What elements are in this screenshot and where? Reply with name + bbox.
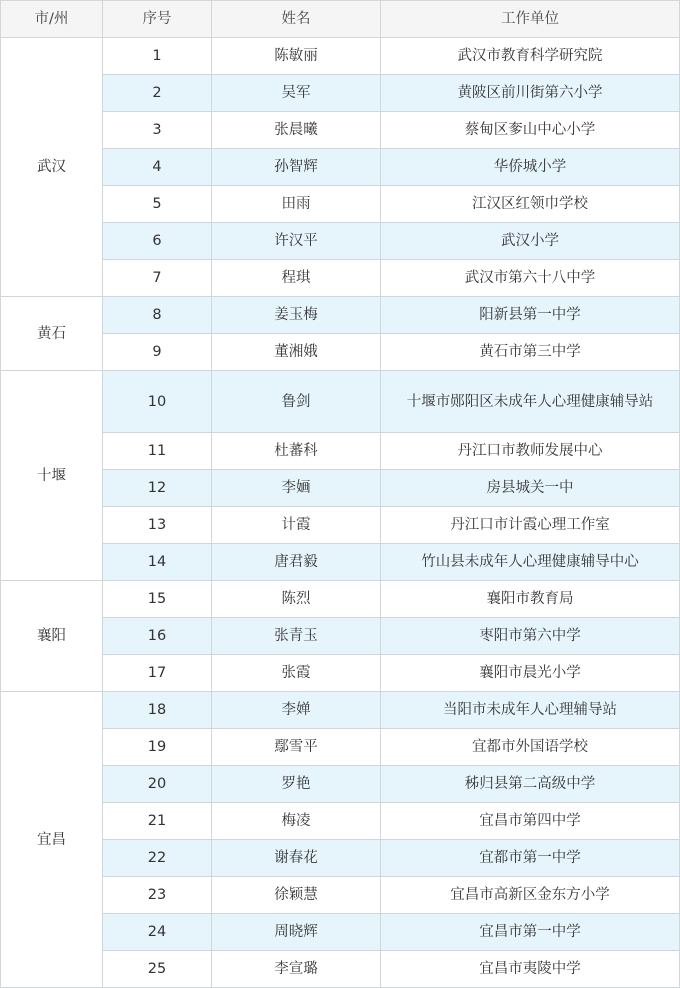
table-row	[1, 544, 680, 581]
unit-cell: 武汉市第六十八中学	[381, 260, 680, 297]
unit-cell: 宜昌市夷陵中学	[381, 951, 680, 988]
name-cell: 陈敏丽	[212, 38, 381, 75]
unit-cell: 武汉小学	[381, 223, 680, 260]
unit-cell: 丹江口市计霞心理工作室	[381, 507, 680, 544]
unit-cell: 武汉市教育科学研究院	[381, 38, 680, 75]
unit-cell: 黄陂区前川街第六小学	[381, 75, 680, 112]
number-cell: 12	[103, 470, 212, 507]
name-cell: 姜玉梅	[212, 297, 381, 334]
table-row	[1, 38, 680, 75]
name-cell: 董湘娥	[212, 334, 381, 371]
table-row	[1, 581, 680, 618]
number-cell: 24	[103, 914, 212, 951]
table-row	[1, 334, 680, 371]
unit-cell: 阳新县第一中学	[381, 297, 680, 334]
header-unit: 工作单位	[381, 1, 680, 38]
name-cell: 计霞	[212, 507, 381, 544]
table-row	[1, 914, 680, 951]
unit-cell: 当阳市未成年人心理辅导站	[381, 692, 680, 729]
unit-cell: 竹山县未成年人心理健康辅导中心	[381, 544, 680, 581]
city-cell: 宜昌	[1, 692, 103, 988]
number-cell: 4	[103, 149, 212, 186]
name-cell: 唐君毅	[212, 544, 381, 581]
number-cell: 19	[103, 729, 212, 766]
name-cell: 李宣璐	[212, 951, 381, 988]
number-cell: 14	[103, 544, 212, 581]
header-city: 市/州	[1, 1, 103, 38]
table-row	[1, 692, 680, 729]
name-cell: 杜蕃科	[212, 433, 381, 470]
name-cell: 许汉平	[212, 223, 381, 260]
name-cell: 张青玉	[212, 618, 381, 655]
unit-cell: 宜都市第一中学	[381, 840, 680, 877]
city-cell: 黄石	[1, 297, 103, 371]
unit-cell: 枣阳市第六中学	[381, 618, 680, 655]
table-row	[1, 766, 680, 803]
number-cell: 22	[103, 840, 212, 877]
name-cell: 谢春花	[212, 840, 381, 877]
table-row	[1, 618, 680, 655]
name-cell: 程琪	[212, 260, 381, 297]
table-row	[1, 951, 680, 988]
unit-cell: 宜都市外国语学校	[381, 729, 680, 766]
number-cell: 2	[103, 75, 212, 112]
name-cell: 李婳	[212, 470, 381, 507]
unit-cell: 房县城关一中	[381, 470, 680, 507]
number-cell: 11	[103, 433, 212, 470]
name-cell: 周晓辉	[212, 914, 381, 951]
name-cell: 鄢雪平	[212, 729, 381, 766]
table-row	[1, 803, 680, 840]
name-cell: 田雨	[212, 186, 381, 223]
number-cell: 6	[103, 223, 212, 260]
unit-cell: 蔡甸区奓山中心小学	[381, 112, 680, 149]
number-cell: 20	[103, 766, 212, 803]
table-row	[1, 112, 680, 149]
table-row	[1, 223, 680, 260]
table-row	[1, 507, 680, 544]
table-row	[1, 75, 680, 112]
number-cell: 15	[103, 581, 212, 618]
number-cell: 17	[103, 655, 212, 692]
name-cell: 徐颖慧	[212, 877, 381, 914]
unit-cell: 黄石市第三中学	[381, 334, 680, 371]
number-cell: 18	[103, 692, 212, 729]
table-row	[1, 186, 680, 223]
number-cell: 13	[103, 507, 212, 544]
name-cell: 吴军	[212, 75, 381, 112]
table-row	[1, 877, 680, 914]
name-cell: 张晨曦	[212, 112, 381, 149]
table-row	[1, 433, 680, 470]
table-row	[1, 655, 680, 692]
number-cell: 23	[103, 877, 212, 914]
table-row	[1, 260, 680, 297]
table-row	[1, 840, 680, 877]
name-cell: 罗艳	[212, 766, 381, 803]
number-cell: 21	[103, 803, 212, 840]
unit-cell: 襄阳市晨光小学	[381, 655, 680, 692]
name-cell: 梅凌	[212, 803, 381, 840]
table-body	[1, 38, 680, 988]
table-row	[1, 371, 680, 433]
unit-cell: 襄阳市教育局	[381, 581, 680, 618]
unit-cell: 华侨城小学	[381, 149, 680, 186]
header-number: 序号	[103, 1, 212, 38]
city-cell: 武汉	[1, 38, 103, 297]
number-cell: 8	[103, 297, 212, 334]
unit-cell: 宜昌市第四中学	[381, 803, 680, 840]
header-name: 姓名	[212, 1, 381, 38]
unit-cell: 秭归县第二高级中学	[381, 766, 680, 803]
number-cell: 3	[103, 112, 212, 149]
table-row	[1, 470, 680, 507]
table-row	[1, 729, 680, 766]
unit-cell: 宜昌市第一中学	[381, 914, 680, 951]
unit-cell: 丹江口市教师发展中心	[381, 433, 680, 470]
number-cell: 9	[103, 334, 212, 371]
name-cell: 陈烈	[212, 581, 381, 618]
unit-cell: 江汉区红领巾学校	[381, 186, 680, 223]
number-cell: 16	[103, 618, 212, 655]
number-cell: 5	[103, 186, 212, 223]
city-cell: 襄阳	[1, 581, 103, 692]
name-cell: 孙智辉	[212, 149, 381, 186]
name-cell: 鲁剑	[212, 371, 381, 433]
city-cell: 十堰	[1, 371, 103, 581]
unit-cell: 十堰市郧阳区未成年人心理健康辅导站	[381, 371, 680, 433]
header-row	[1, 1, 680, 38]
name-cell: 张霞	[212, 655, 381, 692]
number-cell: 10	[103, 371, 212, 433]
number-cell: 7	[103, 260, 212, 297]
table-row	[1, 149, 680, 186]
name-cell: 李婵	[212, 692, 381, 729]
number-cell: 25	[103, 951, 212, 988]
table-row	[1, 297, 680, 334]
number-cell: 1	[103, 38, 212, 75]
unit-cell: 宜昌市高新区金东方小学	[381, 877, 680, 914]
